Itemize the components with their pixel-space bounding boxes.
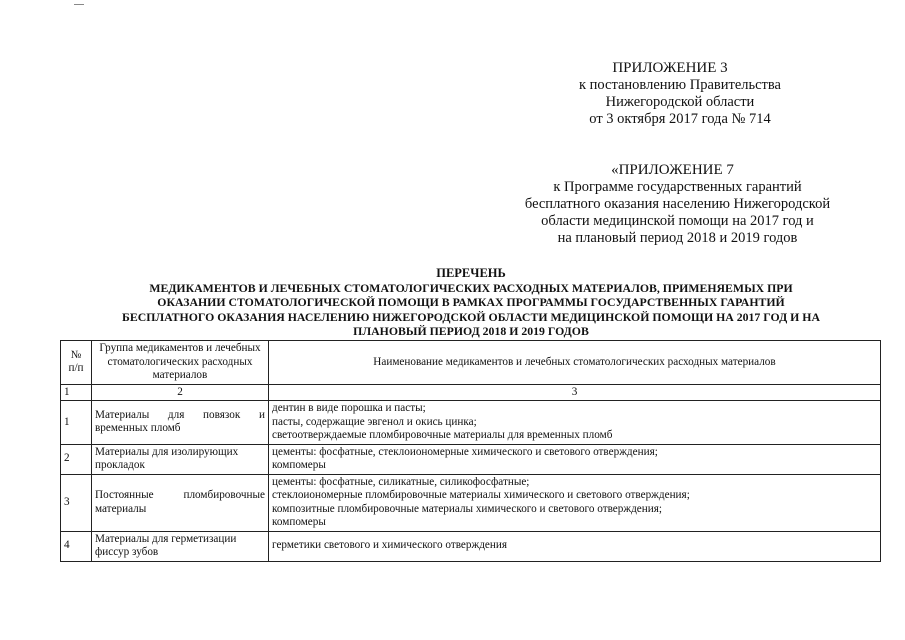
title-line: БЕСПЛАТНОГО ОКАЗАНИЯ НАСЕЛЕНИЮ НИЖЕГОРОДСКОЙ ОБЛАСТИ МЕДИЦИНСКОЙ ПОМОЩИ НА 2017 ГОД И НА bbox=[122, 309, 820, 324]
row-item: герметики светового и химического отверждения bbox=[272, 539, 508, 552]
appendix-7-line: области медицинской помощи на 2017 год и bbox=[541, 213, 814, 229]
row-number: 3 bbox=[61, 474, 92, 531]
table-header-row bbox=[61, 341, 881, 385]
appendix-7-line: к Программе государственных гарантий bbox=[553, 179, 802, 195]
header-number-abbr: п/п bbox=[68, 362, 84, 375]
table-row bbox=[61, 444, 881, 474]
appendix-3-header bbox=[560, 60, 800, 128]
column-number: 3 bbox=[269, 384, 881, 401]
row-number: 4 bbox=[61, 531, 92, 561]
appendix-7-line: бесплатного оказания населению Нижегородской bbox=[524, 196, 831, 212]
appendix-7-title: «ПРИЛОЖЕНИЕ 7 bbox=[611, 162, 734, 178]
row-item: компомеры bbox=[272, 459, 326, 471]
row-item: пасты, содержащие эвгенол и окись цинка; bbox=[272, 415, 477, 428]
row-group: Материалы для изолирующих прокладок bbox=[92, 444, 269, 474]
row-items bbox=[269, 401, 881, 445]
scan-mark bbox=[74, 4, 84, 5]
row-items bbox=[269, 444, 881, 474]
appendix-3-line: к постановлению Правительства bbox=[579, 77, 781, 93]
title-line: ОКАЗАНИИ СТОМАТОЛОГИЧЕСКОЙ ПОМОЩИ В РАМКАХ ПРОГРАММЫ ГОСУДАРСТВЕННЫХ ГАРАНТИЙ bbox=[157, 295, 785, 309]
header-number bbox=[61, 341, 92, 385]
row-group: Материалы для повязок и временных пломб bbox=[92, 401, 269, 445]
title-heading: ПЕРЕЧЕНЬ bbox=[436, 266, 506, 280]
row-item: цементы: фосфатные, стеклоиономерные химического и светового отверждения; bbox=[272, 445, 658, 458]
row-group: Постоянные пломбировочные материалы bbox=[92, 474, 269, 531]
row-item: компомеры bbox=[272, 516, 326, 528]
table-row bbox=[61, 531, 881, 561]
document-title bbox=[60, 266, 882, 339]
table-row bbox=[61, 401, 881, 445]
row-group: Материалы для герметизации фиссур зубов bbox=[92, 531, 269, 561]
row-number: 2 bbox=[61, 444, 92, 474]
row-items bbox=[269, 474, 881, 531]
title-line: ПЛАНОВЫЙ ПЕРИОД 2018 И 2019 ГОДОВ bbox=[353, 324, 589, 338]
row-item: светоотверждаемые пломбировочные материалы для временных пломб bbox=[272, 429, 613, 441]
appendix-3-line: Нижегородской области bbox=[605, 94, 755, 110]
appendix-3-line: от 3 октября 2017 года № 714 bbox=[589, 111, 771, 127]
header-group: Группа медикаментов и лечебных стоматологических расходных материалов bbox=[92, 341, 269, 385]
appendix-7-header bbox=[505, 162, 850, 247]
column-number: 2 bbox=[92, 384, 269, 401]
title-line: МЕДИКАМЕНТОВ И ЛЕЧЕБНЫХ СТОМАТОЛОГИЧЕСКИХ РАСХОДНЫХ МАТЕРИАЛОВ, ПРИМЕНЯЕМЫХ ПРИ bbox=[149, 280, 793, 295]
row-item: композитные пломбировочные материалы химического и светового отверждения; bbox=[272, 502, 662, 515]
header-name: Наименование медикаментов и лечебных стоматологических расходных материалов bbox=[269, 341, 881, 385]
row-number: 1 bbox=[61, 401, 92, 445]
column-number-row bbox=[61, 384, 881, 401]
column-number: 1 bbox=[61, 384, 92, 401]
row-items bbox=[269, 531, 881, 561]
header-number-sign: № bbox=[70, 348, 82, 361]
appendix-7-line: на плановый период 2018 и 2019 годов bbox=[557, 230, 798, 246]
row-item: цементы: фосфатные, силикатные, силикофосфатные; bbox=[272, 475, 530, 488]
appendix-3-title: ПРИЛОЖЕНИЕ 3 bbox=[612, 60, 728, 76]
materials-table bbox=[60, 340, 881, 562]
row-item: стеклоиономерные пломбировочные материалы химического и светового отверждения; bbox=[272, 489, 690, 501]
row-item: дентин в виде порошка и пасты; bbox=[272, 402, 426, 414]
table-row bbox=[61, 474, 881, 531]
